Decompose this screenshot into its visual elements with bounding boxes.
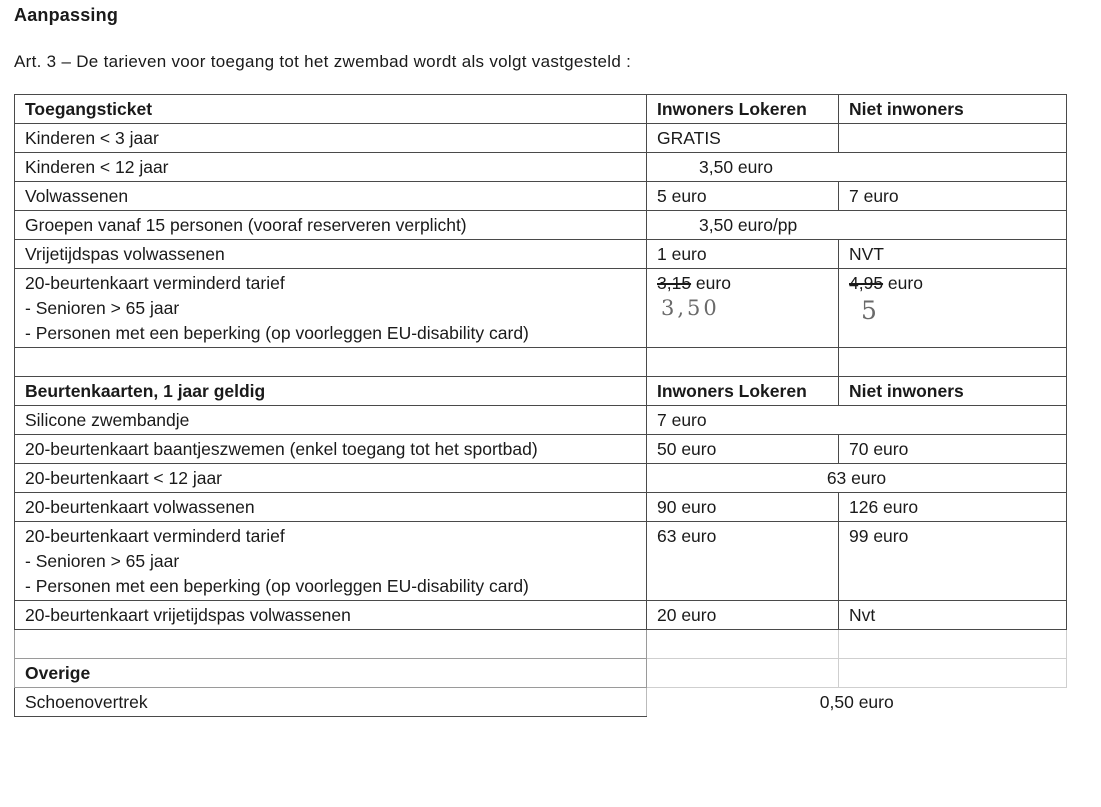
table-row	[15, 601, 1067, 630]
row-value-inwoners: 63 euro	[647, 522, 839, 601]
row-value-merged: 7 euro	[647, 406, 1067, 435]
table-row	[15, 522, 1067, 601]
empty-cell	[839, 659, 1067, 688]
row-label: Schoenovertrek	[15, 688, 647, 717]
tariff-table	[14, 94, 1067, 717]
row-label: 20-beurtenkaart < 12 jaar	[15, 464, 647, 493]
row-label: Kinderen < 3 jaar	[15, 124, 647, 153]
row-label: Silicone zwembandje	[15, 406, 647, 435]
struck-old-price: 4,95	[849, 273, 884, 293]
handwritten-new-price: 5	[861, 296, 877, 325]
row-label	[15, 269, 647, 348]
header-inwoners: Inwoners Lokeren	[647, 95, 839, 124]
row-value-inwoners: 50 euro	[647, 435, 839, 464]
header-niet-inwoners: Niet inwoners	[839, 95, 1067, 124]
row-value-merged: 0,50 euro	[647, 688, 1067, 717]
row-value-niet-inwoners	[839, 269, 1067, 348]
header-toegangsticket: Toegangsticket	[15, 95, 647, 124]
table-row	[15, 269, 1067, 348]
row-value-niet-inwoners: NVT	[839, 240, 1067, 269]
row-label: 20-beurtenkaart baantjeszwemen (enkel toegang tot het sportbad)	[15, 435, 647, 464]
row-value-inwoners: GRATIS	[647, 124, 839, 153]
row-value-merged: 3,50 euro	[647, 153, 1067, 182]
row-value-inwoners: 20 euro	[647, 601, 839, 630]
row-label: 20-beurtenkaart volwassenen	[15, 493, 647, 522]
handwritten-new-price: 3,50	[661, 296, 720, 320]
row-value-inwoners: 1 euro	[647, 240, 839, 269]
table-row	[15, 493, 1067, 522]
table-row	[15, 688, 1067, 717]
table-row	[15, 124, 1067, 153]
row-label: 20-beurtenkaart vrijetijdspas volwassenen	[15, 601, 647, 630]
header-niet-inwoners: Niet inwoners	[839, 377, 1067, 406]
empty-row	[15, 630, 1067, 659]
row-label: Groepen vanaf 15 personen (vooraf reserveren verplicht)	[15, 211, 647, 240]
empty-cell	[839, 348, 1067, 377]
struck-old-price: 3,15	[657, 273, 692, 293]
table-row	[15, 211, 1067, 240]
article-intro: Art. 3 – De tarieven voor toegang tot het zwembad wordt als volgt vastgesteld :	[14, 52, 632, 71]
header-inwoners: Inwoners Lokeren	[647, 377, 839, 406]
row-label: Volwassenen	[15, 182, 647, 211]
row-label-line: 20-beurtenkaart verminderd tarief	[25, 526, 285, 546]
price-unit: euro	[691, 273, 731, 293]
price-unit: euro	[883, 273, 923, 293]
empty-cell	[647, 630, 839, 659]
table-row	[15, 240, 1067, 269]
row-value-niet-inwoners	[839, 124, 1067, 153]
table-row	[15, 435, 1067, 464]
row-value-niet-inwoners: 70 euro	[839, 435, 1067, 464]
row-label-line: - Personen met een beperking (op voorleggen EU-disability card)	[25, 576, 529, 596]
empty-cell	[15, 348, 647, 377]
row-value-merged: 3,50 euro/pp	[647, 211, 1067, 240]
document-title: Aanpassing	[14, 5, 119, 25]
empty-cell	[647, 659, 839, 688]
empty-cell	[15, 630, 647, 659]
row-label-line: - Personen met een beperking (op voorleggen EU-disability card)	[25, 323, 529, 343]
row-value-inwoners: 5 euro	[647, 182, 839, 211]
table-row	[15, 406, 1067, 435]
row-label: Kinderen < 12 jaar	[15, 153, 647, 182]
row-label	[15, 522, 647, 601]
table-header-row	[15, 659, 1067, 688]
table-header-row	[15, 377, 1067, 406]
row-label-line: 20-beurtenkaart verminderd tarief	[25, 273, 285, 293]
table-header-row	[15, 95, 1067, 124]
row-value-inwoners: 90 euro	[647, 493, 839, 522]
row-label: Vrijetijdspas volwassenen	[15, 240, 647, 269]
row-label-line: - Senioren > 65 jaar	[25, 551, 180, 571]
empty-cell	[647, 348, 839, 377]
row-value-niet-inwoners: 99 euro	[839, 522, 1067, 601]
row-value-niet-inwoners: 126 euro	[839, 493, 1067, 522]
table-row	[15, 464, 1067, 493]
row-value-merged: 63 euro	[647, 464, 1067, 493]
empty-row	[15, 348, 1067, 377]
header-beurtenkaarten: Beurtenkaarten, 1 jaar geldig	[15, 377, 647, 406]
row-value-niet-inwoners: Nvt	[839, 601, 1067, 630]
empty-cell	[839, 630, 1067, 659]
table-row	[15, 153, 1067, 182]
row-value-inwoners	[647, 269, 839, 348]
row-label-line: - Senioren > 65 jaar	[25, 298, 180, 318]
header-overige: Overige	[15, 659, 647, 688]
table-row	[15, 182, 1067, 211]
row-value-niet-inwoners: 7 euro	[839, 182, 1067, 211]
